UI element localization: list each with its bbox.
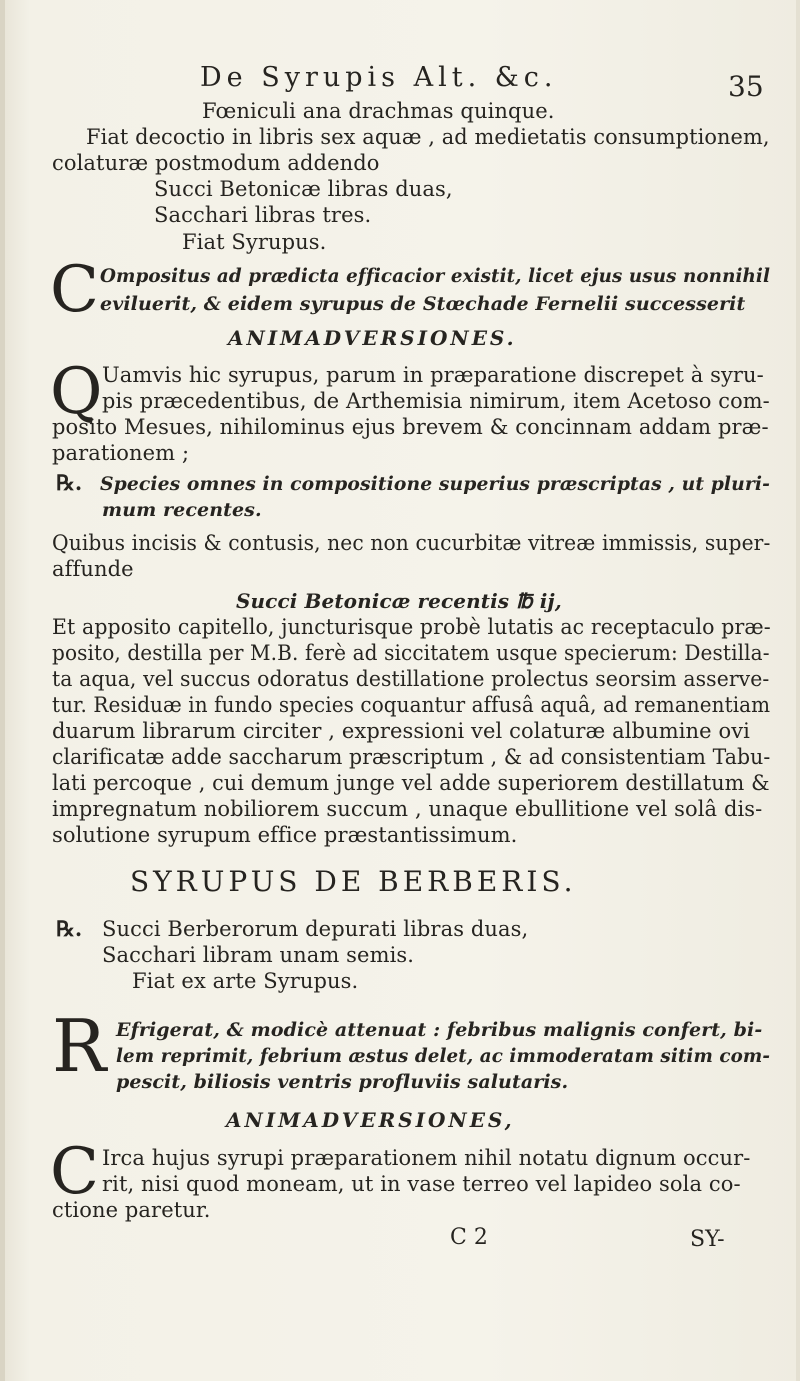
recipe-line: Species omnes in compositione superius præscriptas , ut pluri- <box>100 473 770 495</box>
body-line: Irca hujus syrupi præparationem nihil notatu dignum occur- <box>102 1146 751 1170</box>
recipe-symbol: ℞. <box>56 470 83 495</box>
commentary-line: lem reprimit, febrium æstus delet, ac immoderatam sitim com- <box>116 1045 771 1067</box>
commentary-line: Efrigerat, & modicè attenuat : febribus malignis confert, bi- <box>116 1019 763 1041</box>
section-heading: ANIMADVERSIONES, <box>226 1108 515 1132</box>
page-number: 35 <box>728 70 764 103</box>
drop-cap: R <box>52 1004 107 1088</box>
drop-cap: C <box>50 253 99 327</box>
recipe-symbol: ℞. <box>56 916 83 941</box>
body-line: Et apposito capitello, juncturisque probè lutatis ac receptaculo præ- <box>52 615 771 639</box>
commentary-line: pescit, biliosis ventris profluviis salutaris. <box>116 1071 569 1093</box>
body-line: impregnatum nobiliorem succum , unaque ebullitione vel solâ dis- <box>52 797 763 821</box>
recipe-line: Fiat Syrupus. <box>182 230 327 254</box>
body-line: Quibus incisis & contusis, nec non cucurbitæ vitreæ immissis, super- <box>52 531 771 555</box>
body-line: rit, nisi quod moneam, ut in vase terreo vel lapideo sola co- <box>102 1172 741 1196</box>
commentary-line: eviluerit, & eidem syrupus de Stœchade Fernelii successerit <box>100 293 746 315</box>
body-line: parationem ; <box>52 441 190 465</box>
catchword: SY- <box>690 1227 725 1252</box>
body-line: affunde <box>52 557 134 581</box>
body-line: posito Mesues, nihilominus ejus brevem & concinnam addam præ- <box>52 415 769 439</box>
page-right-edge <box>796 0 800 1381</box>
recipe-line: Succi Berberorum depurati libras duas, <box>102 917 529 941</box>
drop-cap: C <box>50 1135 99 1209</box>
body-line: Uamvis hic syrupus, parum in præparatione discrepet à syru- <box>102 363 764 387</box>
body-line: duarum librarum circiter , expressioni vel colaturæ albumine ovi <box>52 719 750 743</box>
commentary-line: Ompositus ad prædicta efficacior existit, licet ejus usus nonnihil <box>100 265 771 287</box>
recipe-line: Sacchari libram unam semis. <box>102 943 415 967</box>
recipe-line: mum recentes. <box>102 499 262 521</box>
body-line: solutione syrupum effice præstantissimum. <box>52 823 518 847</box>
body-line: ta aqua, vel succus odoratus destillatione prolectus seorsim asserve- <box>52 667 770 691</box>
body-line: Fiat decoctio in libris sex aquæ , ad medietatis consumptionem, <box>86 125 770 149</box>
recipe-line: Fiat ex arte Syrupus. <box>132 969 359 993</box>
drop-cap: Q <box>50 355 103 429</box>
body-line: clarificatæ adde saccharum præscriptum , & ad consistentiam Tabu- <box>52 745 771 769</box>
body-line: ctione paretur. <box>52 1198 211 1222</box>
recipe-line: Succi Betonicæ recentis ℔ ij, <box>236 589 562 613</box>
page-left-edge <box>0 0 5 1381</box>
section-title: SYRUPUS DE BERBERIS. <box>130 865 577 898</box>
body-line: posito, destilla per M.B. ferè ad siccitatem usque specierum: Destilla- <box>52 641 770 665</box>
body-line: colaturæ postmodum addendo <box>52 151 380 175</box>
body-line: pis præcedentibus, de Arthemisia nimirum, item Acetoso com- <box>102 389 770 413</box>
body-line: lati percoque , cui demum junge vel adde superiorem destillatum & <box>52 771 770 795</box>
body-line: tur. Residuæ in fundo species coquantur affusâ aquâ, ad remanentiam <box>52 693 771 717</box>
running-title: De Syrupis Alt. &c. <box>200 62 558 93</box>
section-heading: ANIMADVERSIONES. <box>228 326 517 350</box>
recipe-line: Succi Betonicæ libras duas, <box>154 177 453 201</box>
recipe-line: Sacchari libras tres. <box>154 203 372 227</box>
signature-mark: C 2 <box>450 1225 488 1250</box>
recipe-line: Fœniculi ana drachmas quinque. <box>202 99 555 123</box>
